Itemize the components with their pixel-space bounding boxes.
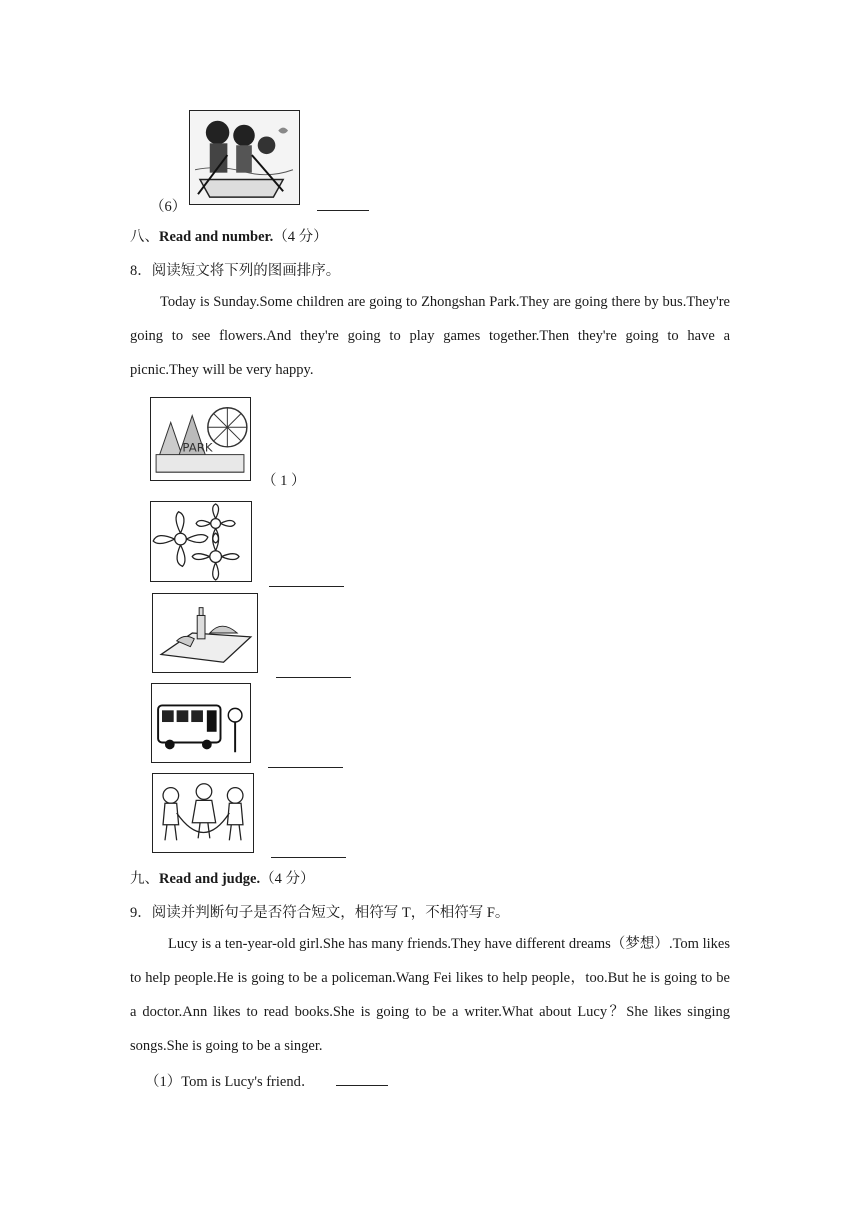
answer-blank-bus[interactable] [268,767,343,768]
section-9-heading [130,867,315,888]
bus-icon [152,684,250,762]
section-8-instruction: 8．阅读短文将下列的图画排序。 [130,263,341,279]
picnic-icon [153,594,257,672]
boat-children-icon [190,111,299,204]
section-9-instruction: 9．阅读并判断句子是否符合短文，相符写 T，不相符写 F。 [130,905,510,921]
passage-line: have a picnic.They will be very happy. [130,328,731,378]
answer-blank-q1[interactable] [336,1085,388,1086]
flowers-icon [151,502,251,581]
section-8-prefix: 八、 [130,229,159,245]
section-9-prefix: 九、 [130,871,159,887]
answer-blank-flowers[interactable] [269,586,344,587]
passage-line: likes singing songs.She is going to be a singer. [130,1004,730,1054]
item-6-label: （6） [150,199,187,215]
passage-line: bus.They're going to see flowers.And they're going to play games together.Then they're going to [130,294,730,344]
answer-blank-children[interactable] [271,857,346,858]
section-8-score: （4 分） [273,229,328,245]
question-1: （1）Tom is Lucy's friend． [145,1074,316,1090]
passage-line: Today is Sunday.Some children are going to Zhongshan Park.They are going there by [160,294,659,310]
section-8-title: Read and number. [159,229,274,245]
passage-line: likes to help people.He is going to be a policeman.Wang Fei likes to help people，too.But he is [130,936,731,986]
section-9-passage [130,927,730,1063]
section-8-heading [130,225,328,246]
picture-1-answer: （ 1 ） [262,473,306,489]
passage-line: going to be a doctor.Ann likes to read books.She is going to be a writer.What about Lucy？She [130,970,730,1020]
passage-line: Lucy is a ten-year-old girl.She has many friends.They have different dreams（梦想）.Tom [168,936,699,952]
answer-blank-picnic[interactable] [276,677,351,678]
svg-text:PARK: PARK [182,440,213,455]
bus-picture [151,683,251,763]
children-picture [152,773,254,853]
answer-blank-6[interactable] [317,210,369,211]
section-9-title: Read and judge. [159,871,261,887]
park-icon [151,398,250,480]
park-picture [150,397,251,481]
flowers-picture [150,501,252,582]
section-9-score: （4 分） [260,871,315,887]
picnic-picture [152,593,258,673]
boating-picture [189,110,300,205]
children-playing-icon [153,774,253,852]
section-8-passage [130,285,730,387]
